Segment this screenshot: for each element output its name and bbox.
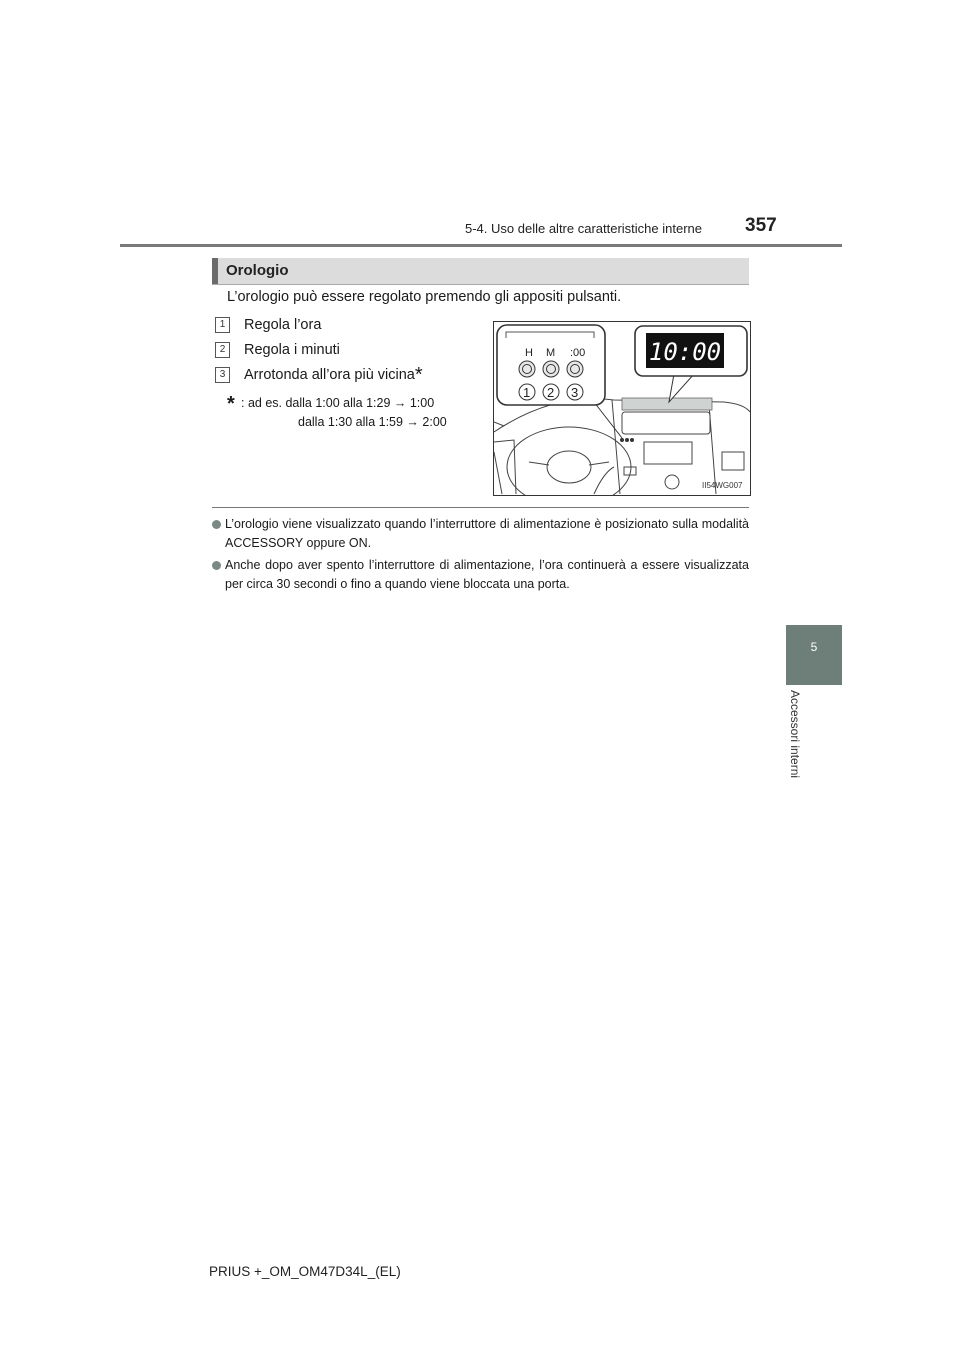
- chapter-number: 5: [810, 640, 818, 654]
- clock-display-time: 10:00: [648, 338, 722, 366]
- item-number: 2: [215, 342, 230, 358]
- button-label-h: H: [525, 347, 533, 359]
- item-number: 1: [215, 317, 230, 333]
- item-text: Arrotonda all’ora più vicina: [244, 367, 415, 383]
- footnote-star: *: [227, 393, 235, 415]
- button-label-m: M: [546, 347, 556, 359]
- page-number: 357: [745, 215, 777, 236]
- footnote-line-2: dalla 1:30 alla 1:59 → 2:00: [298, 415, 447, 429]
- item-text: Regola l’ora: [244, 317, 322, 333]
- section-title: Orologio: [226, 262, 289, 279]
- list-item: [215, 342, 340, 358]
- dashboard-drawing: [494, 322, 750, 495]
- item-text: Regola i minuti: [244, 342, 340, 358]
- note-text: Anche dopo aver spento l’interruttore di alimentazione, l’ora continuerà a essere visualizzata per circa 30 secondi o fino a quando viene bloccata una porta.: [225, 558, 749, 591]
- note-text: L’orologio viene visualizzato quando l’interruttore di alimentazione è posizionato sulla modalità ACCESSORY oppure ON.: [225, 517, 749, 550]
- bullet-icon: [212, 520, 221, 529]
- section-header-bar: [212, 258, 749, 285]
- note-item: [225, 515, 749, 553]
- intro-text: L’orologio può essere regolato premendo gli appositi pulsanti.: [227, 289, 622, 305]
- chapter-tab: [786, 625, 842, 685]
- callout-3: 3: [571, 385, 579, 400]
- button-label-round: :00: [570, 347, 586, 359]
- round-button-icon: [567, 361, 583, 377]
- callout-1: 1: [523, 385, 531, 400]
- hour-button-icon: [519, 361, 535, 377]
- bullet-icon: [212, 561, 221, 570]
- callout-2: 2: [547, 385, 555, 400]
- figure-code: II54WG007: [702, 481, 743, 490]
- header-section-title: 5-4. Uso delle altre caratteristiche interne: [465, 221, 703, 236]
- chapter-label: Accessori interni: [788, 690, 802, 779]
- clock-illustration: [493, 321, 751, 496]
- section-header-accent: [212, 258, 218, 284]
- list-item: [215, 317, 321, 333]
- footnote-line-1: : ad es. dalla 1:00 alla 1:29 → 1:00: [241, 396, 435, 410]
- note-item: [225, 556, 749, 594]
- item-number: 3: [215, 367, 230, 383]
- list-item: 3 Arrotonda all’ora più vicina *: [215, 367, 423, 383]
- header-rule: [120, 244, 842, 247]
- section-divider: [212, 507, 749, 508]
- minute-button-icon: [543, 361, 559, 377]
- footer-doc-code: PRIUS +_OM_OM47D34L_(EL): [209, 1264, 401, 1279]
